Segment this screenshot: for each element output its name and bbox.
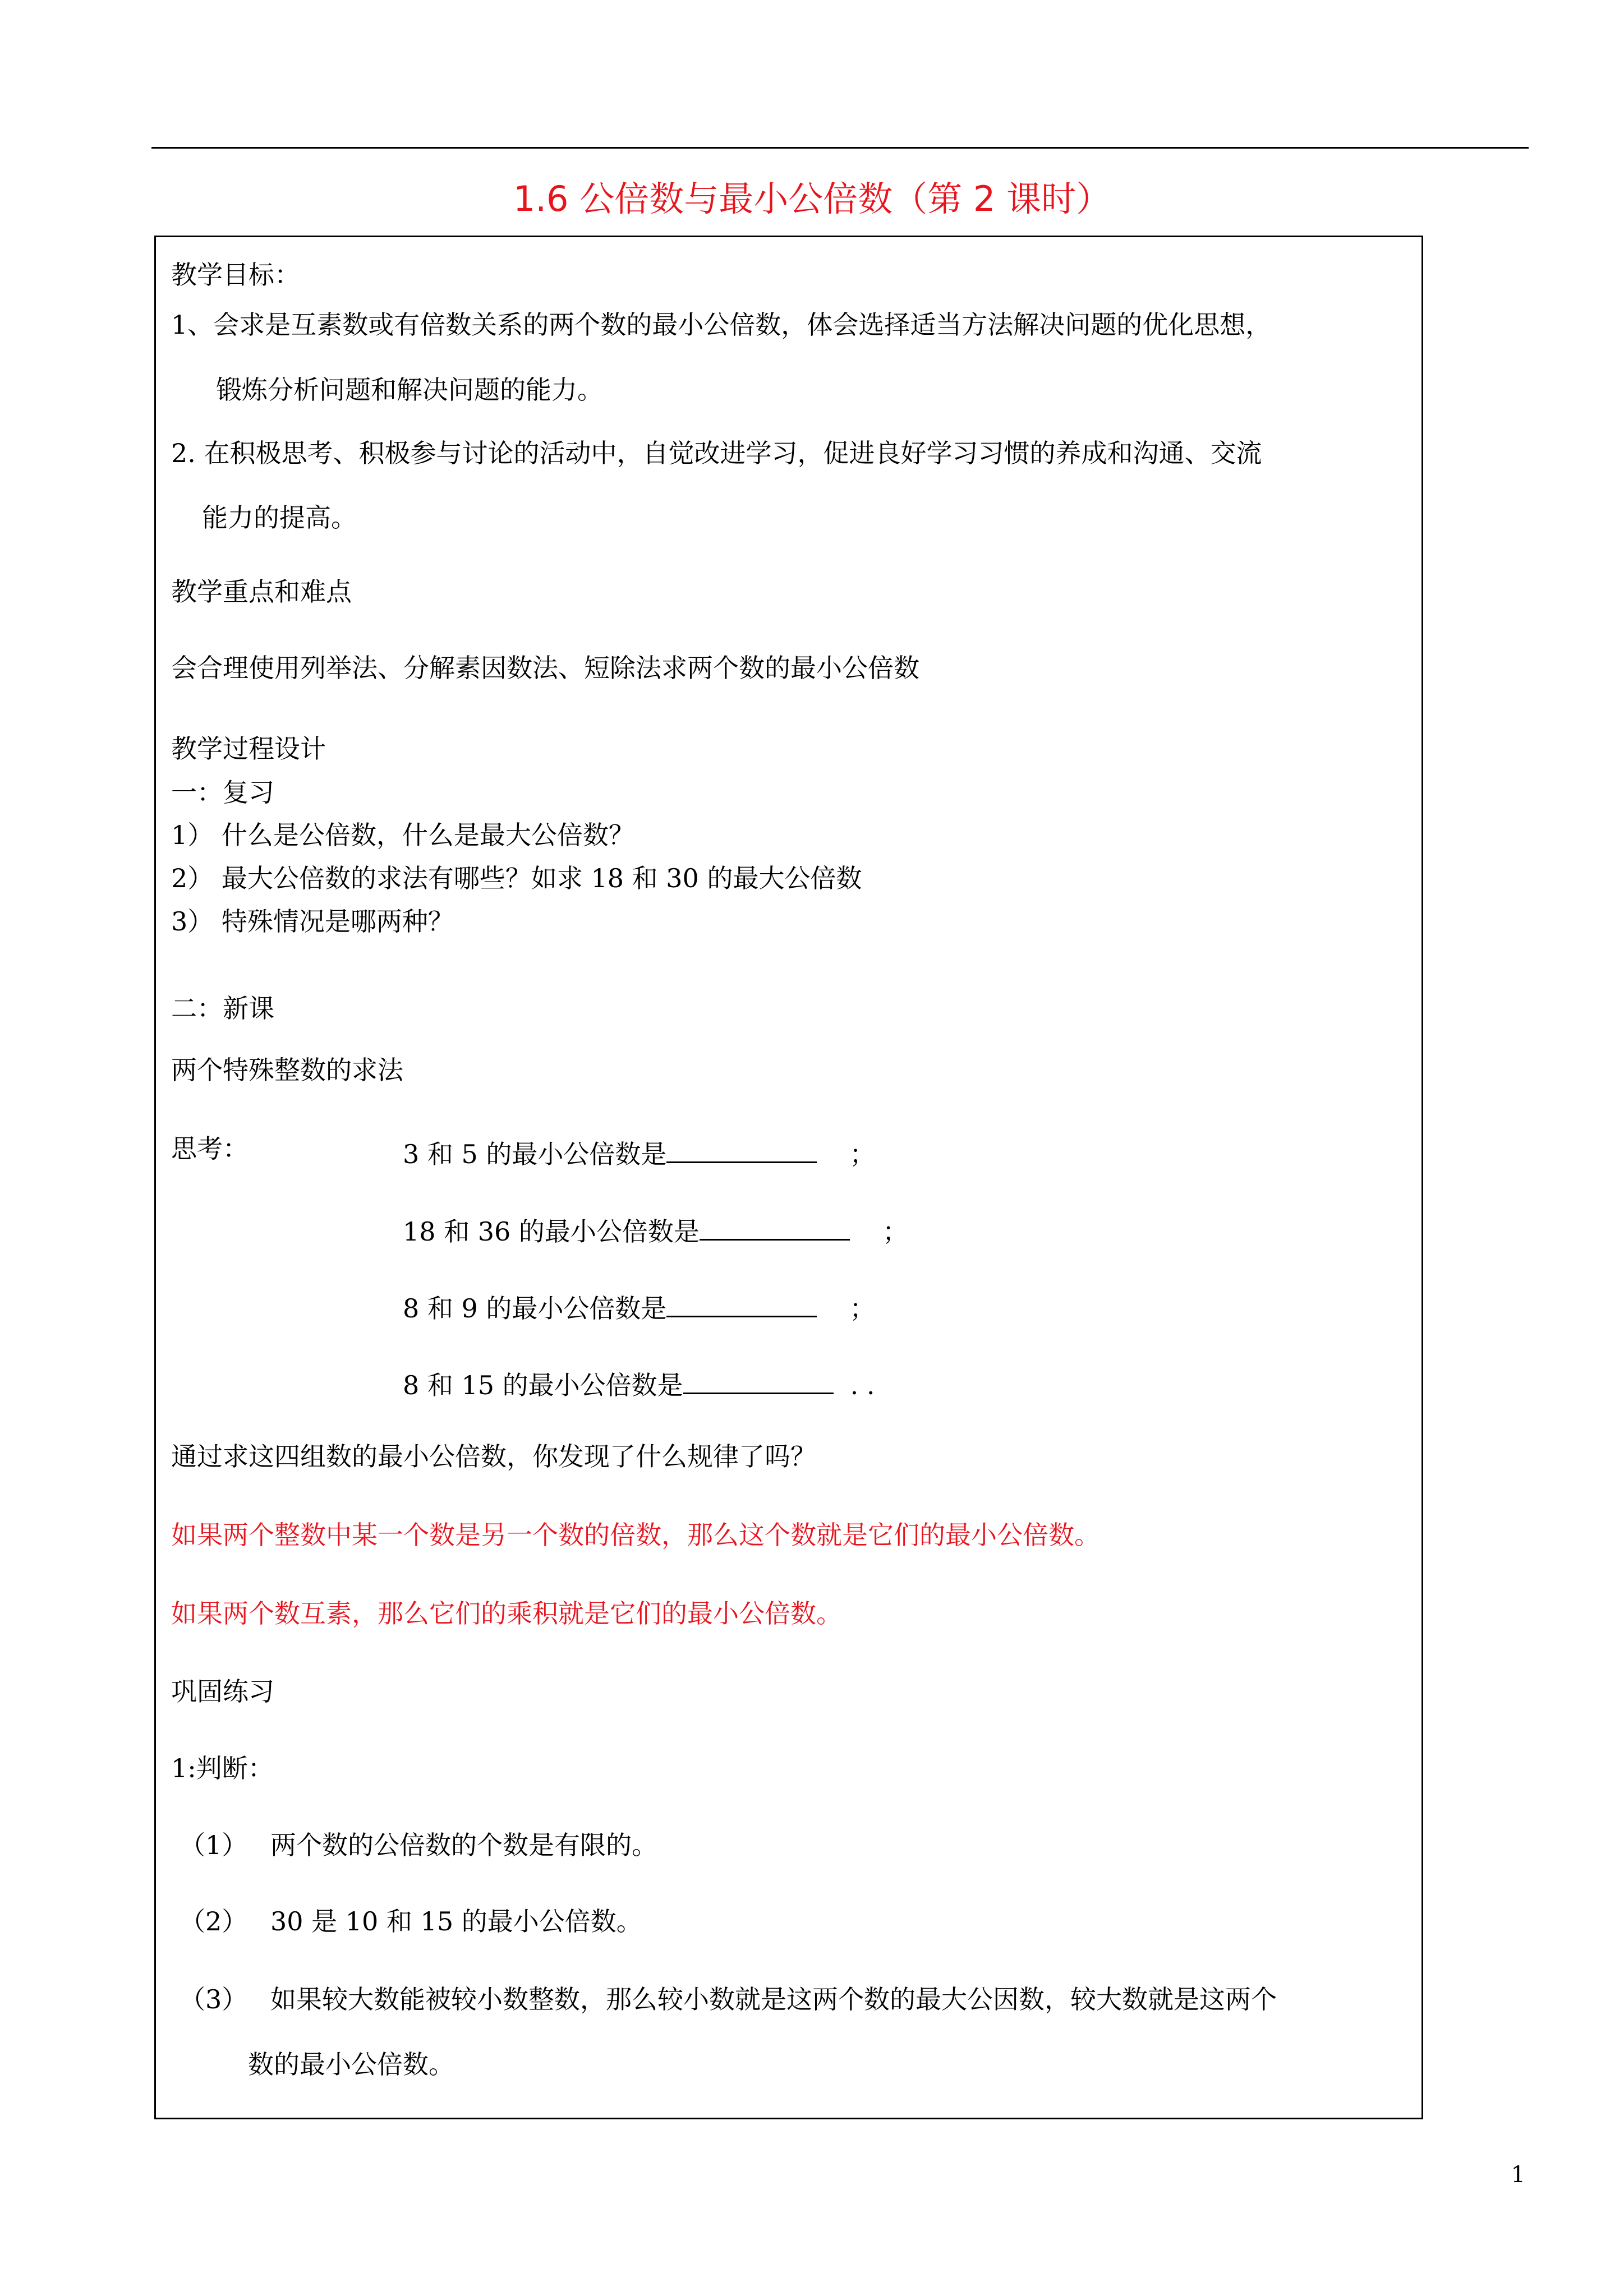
new-lesson-heading: 二：新课 — [171, 993, 274, 1023]
think-item-2: 18 和 36 的最小公倍数是 ； — [403, 1213, 908, 1244]
header-rule — [151, 147, 1529, 149]
key-points-text: 会合理使用列举法、分解素因数法、短除法求两个数的最小公倍数 — [171, 653, 919, 683]
practice-subheading: 1:判断： — [171, 1753, 274, 1783]
practice-heading: 巩固练习 — [171, 1676, 274, 1707]
review-item-3: 3） 特殊情况是哪两种？ — [171, 906, 454, 937]
pattern-question: 通过求这四组数的最小公倍数，你发现了什么规律了吗？ — [171, 1441, 816, 1472]
objective-1-line-2: 锻炼分析问题和解决问题的能力。 — [216, 375, 603, 405]
practice-item-2-text: 30 是 10 和 15 的最小公倍数。 — [270, 1906, 642, 1937]
practice-item-1-number: （1） — [180, 1830, 248, 1860]
objective-1-line-1: 1、会求是互素数或有倍数关系的两个数的最小公倍数，体会选择适当方法解决问题的优化思想， — [171, 310, 1272, 340]
rule-multiple: 如果两个整数中某一个数是另一个数的倍数，那么这个数就是它们的最小公倍数。 — [171, 1520, 1100, 1550]
answer-blank-4[interactable] — [683, 1367, 834, 1394]
objective-2-line-1: 2. 在积极思考、积极参与讨论的活动中，自觉改进学习，促进良好学习习惯的养成和沟通、交流 — [171, 438, 1262, 468]
rule-coprime: 如果两个数互素，那么它们的乘积就是它们的最小公倍数。 — [171, 1598, 842, 1629]
objective-2-line-2: 能力的提高。 — [202, 502, 357, 533]
process-heading: 教学过程设计 — [171, 734, 326, 764]
think-item-4: 8 和 15 的最小公倍数是 . . — [403, 1367, 875, 1398]
think-item-3: 8 和 9 的最小公倍数是 ； — [403, 1290, 875, 1321]
think-label: 思考： — [171, 1133, 249, 1164]
new-lesson-subheading: 两个特殊整数的求法 — [171, 1055, 403, 1085]
page-title: 1.6 公倍数与最小公倍数（第 2 课时） — [513, 178, 1111, 219]
practice-item-3-text: 如果较大数能被较小数整数，那么较小数就是这两个数的最大公因数，较大数就是这两个 — [270, 1984, 1277, 2014]
answer-blank-1[interactable] — [666, 1136, 817, 1163]
review-item-2: 2） 最大公倍数的求法有哪些？如求 18 和 30 的最大公倍数 — [171, 863, 862, 893]
answer-blank-3[interactable] — [666, 1290, 817, 1317]
objectives-heading: 教学目标： — [171, 260, 300, 290]
review-item-1: 1） 什么是公倍数，什么是最大公倍数？ — [171, 820, 634, 850]
answer-blank-2[interactable] — [700, 1213, 850, 1241]
practice-item-1-text: 两个数的公倍数的个数是有限的。 — [270, 1830, 657, 1860]
key-points-heading: 教学重点和难点 — [171, 577, 352, 607]
review-heading: 一：复习 — [171, 777, 274, 808]
practice-item-3-text-continued: 数的最小公倍数。 — [248, 2049, 454, 2080]
practice-item-2-number: （2） — [180, 1906, 248, 1937]
practice-item-3-number: （3） — [180, 1984, 248, 2014]
page-number: 1 — [1511, 2162, 1525, 2188]
think-item-1: 3 和 5 的最小公倍数是 ； — [403, 1136, 875, 1167]
